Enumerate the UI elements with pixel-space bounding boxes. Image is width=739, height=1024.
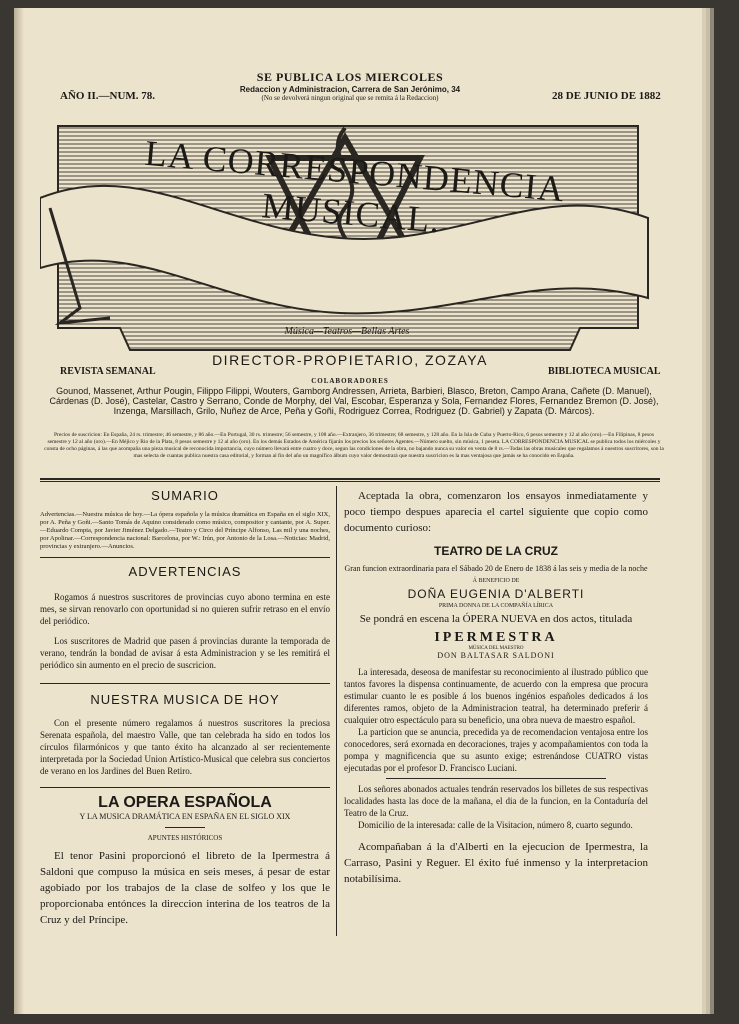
prima-line: PRIMA DONNA DE LA COMPAÑÍA LÍRICA bbox=[438, 603, 554, 609]
opera-title: LA OPERA ESPAÑOLA bbox=[98, 794, 272, 811]
issue-date: 28 DE JUNIO DE 1882 bbox=[552, 90, 661, 102]
header-rule-thin bbox=[40, 481, 660, 482]
nuestra-musica-title: NUESTRA MUSICA DE HOY bbox=[90, 692, 280, 707]
header-rule bbox=[40, 478, 660, 480]
closing-text: Acompañaban á la d'Alberti en la ejecucion de Ipermestra, la Carraso, Pasini y Reguer. El éxito fué inmenso y la interpretacion notabilísima. bbox=[344, 841, 648, 885]
section-rule bbox=[40, 683, 330, 684]
publication-info bbox=[190, 70, 510, 102]
teatro-title: TEATRO DE LA CRUZ bbox=[434, 544, 558, 558]
ipermestra-title: IPERMESTRA bbox=[434, 630, 558, 645]
subscription-prices: Precios de suscricion: En España, 24 rs. trimestre; 46 semestre, y 86 año.—En Portugal, 30 rs. trimestre; 56 semestre, y 108 año.—Extranjero, 36 trimestre; 68 semestre, y 128 año. En la Isla de Cuba y Puerto-Rico, 6 pesos semestre y 12 al año (oro).—En Filipinas, 8 pesos semestre y 12 al año (oro).—En Méjico y Rio de la Plata, 8 pesos semestre y 12 al año (oro). En los demás Estados de América fijarán los precios los señores Agentes.—Número suelto, sin música, 1 peseta. LA CORRESPONDENCIA MUSICAL se publica todos los miércoles y consta de ocho páginas, á las que acompaña una pieza musical de reconocida importancia, cuyo número llevará entre cuatro y doce, segun las condiciones de la obra, no bajando nunca su valor en venta de 8 rs.—Todas las obras musicales que regalamos á nuestros suscritores, son la mas selecta de cuantas publica nuestra casa editorial, y forman al fin del año un magnífico álbum cuyo valor demostrará que nuestra suscricion es la mas ventajosa que jamás se ha conocido en España. bbox=[44, 432, 664, 459]
saldoni-line: DON BALTASAR SALDONI bbox=[437, 651, 555, 660]
cartel-p2: La particion que se anuncia, precedida ya de recomendacion ventajosa entre los conocedores, será exornada en decoraciones, trajes y acompañamientos con toda la pompa y magnificencia que su asunto exige; estrenándose CUATRO vistas ejecutadas por el profesor D. Francisco Luciani. bbox=[344, 727, 648, 773]
beneficio-line: Á BENEFICIO DE bbox=[472, 578, 520, 584]
dona-line: DOÑA EUGENIA D'ALBERTI bbox=[407, 587, 585, 601]
cartel-p1: La interesada, deseosa de manifestar su reconocimiento al ilustrado público que tantos favores la dispensa continuamente, de acuerdo con la empresa que procura estimular cuanto le es posible á los buenos ingénios españoles dedicados á los diferentes ramos, objeto de la Administracion teatral, ha determinado preferir á cualquier otro espectáculo para su beneficio, una obra nueva de maestro español. bbox=[344, 667, 648, 725]
opera-subtitle: Y LA MUSICA DRAMÁTICA EN ESPAÑA EN EL SIGLO XIX bbox=[79, 812, 291, 821]
right-column bbox=[344, 488, 648, 887]
section-rule bbox=[386, 778, 606, 779]
director-line: DIRECTOR-PROPIETARIO, ZOZAYA bbox=[212, 352, 488, 368]
colaboradores-title: COLABORADORES bbox=[311, 377, 389, 385]
section-rule bbox=[40, 557, 330, 558]
advertencias-p2: Los suscritores de Madrid que pasen á provincias durante la temporada de verano, tendrán la bondad de avisar á esta Administracion y se les remitirá el periódico sin aumento en el precio de suscricion. bbox=[40, 636, 330, 670]
cartel-p4: Domicilio de la interesada: calle de la Visitacion, número 8, cuarto segundo. bbox=[358, 820, 633, 830]
intro-text: Aceptada la obra, comenzaron los ensayos inmediatamente y poco tiempo despues aparecia el cartel siguiente que copio como documento curioso: bbox=[344, 490, 648, 534]
column-divider bbox=[336, 486, 337, 936]
musica-line: MÚSICA DEL MAESTRO bbox=[468, 646, 524, 651]
opera-text: El tenor Pasini proporcionó el libreto de la Ipermestra á Saldoni que compuso la música en seis meses, á pesar de estar agobiado por los trabajos de la clase de solfeo y los que le proporcionaba entónces la direccion interina de los teatros de la Cruz y del Príncipe. bbox=[40, 850, 330, 926]
publica-line: SE PUBLICA LOS MIERCOLES bbox=[256, 70, 444, 84]
apuntes-label: APUNTES HISTÓRICOS bbox=[147, 834, 223, 842]
masthead-subtitle: Música—Teatros—Bellas Artes bbox=[284, 326, 410, 337]
masthead-title: LA CORRESPONDENCIA MUSICAL. bbox=[143, 132, 567, 241]
advertencias-title: ADVERTENCIAS bbox=[128, 564, 242, 579]
funcion-line: Gran funcion extraordinaria para el Sábado 20 de Enero de 1838 á las seis y media de la noche bbox=[344, 564, 648, 573]
biblioteca-musical-label: BIBLIOTECA MUSICAL bbox=[548, 366, 661, 377]
sumario-text: Advertencias.—Nuestra música de hoy.—La ópera española y la música dramática en España en el siglo XIX, por A. Peña y Goñi.—Santo Tomás de Aquino considerado como músico, compositor y cantante, por A. Super.—Eduardo Compta, por Javier Jiménez Delgado.—Teatro y Circo del Príncipe Alfonso, Las mil y una noches, por Apolinar.—Correspondencia nacional: Barcelona, por W.: Irún, por Antonio de la Losa.—Noticias: Madrid, provincias y extranjero.—Anuncios. bbox=[40, 511, 330, 550]
cartel-p3: Los señores abonados actuales tendrán reservados los billetes de sus respectivas localidades hasta las doce de la mañana, el dia de la funcion, en la Contaduría del Teatro de la Cruz. bbox=[344, 784, 648, 818]
short-rule bbox=[165, 827, 205, 828]
left-column bbox=[40, 488, 330, 928]
revista-semanal-label: REVISTA SEMANAL bbox=[60, 366, 156, 377]
section-rule bbox=[40, 787, 330, 788]
nota-line: (No se devolverá ningun original que se remita á la Redaccion) bbox=[261, 94, 439, 102]
page-spine bbox=[14, 8, 24, 1014]
advertencias-p1: Rogamos á nuestros suscritores de provincias cuyo abono termina en este mes, se sirvan renovarlo con oportunidad si no quieren sufrir retraso en el envío del periódico. bbox=[40, 592, 330, 626]
redaccion-line: Redaccion y Administracion, Carrera de San Jerónimo, 34 bbox=[239, 85, 461, 94]
nuestra-musica-text: Con el presente número regalamos á nuestros suscritores la preciosa Serenata española, del maestro Valle, que tan celebrada ha sido en todos los círculos filarmónicos y que tanto éxito ha alcanzado al ser recientemente interpretada por la Sociedad Union Artístico-Musical que celebra sus conciertos de verano en los Jardines del Buen Retiro. bbox=[40, 718, 330, 776]
escena-line: Se pondrá en escena la ÓPERA NUEVA en dos actos, titulada bbox=[359, 613, 633, 625]
issue-number: AÑO II.—NUM. 78. bbox=[60, 90, 156, 102]
sumario-title: SUMARIO bbox=[151, 488, 219, 503]
colaboradores-list: Gounod, Massenet, Arthur Pougin, Filippo Filippi, Wouters, Gamborg Andressen, Arrieta, Barbieri, Blasco, Breton, Campo Arana, Cañete (D. Manuel), Cárdenas (D. José), Castelar, Castro y Serrano, Conde de Morphy, del Val, Escobar, Esperanza y Sola, Fernandez Flores, Fernandez Bremon (D. José), Inzenga, Marsillach, Grilo, Nuñez de Arce, Peña y Goñi, Rodriguez Correa, Rodriguez (D. Gabriel) y Zapata (D. Márcos). bbox=[49, 386, 659, 416]
